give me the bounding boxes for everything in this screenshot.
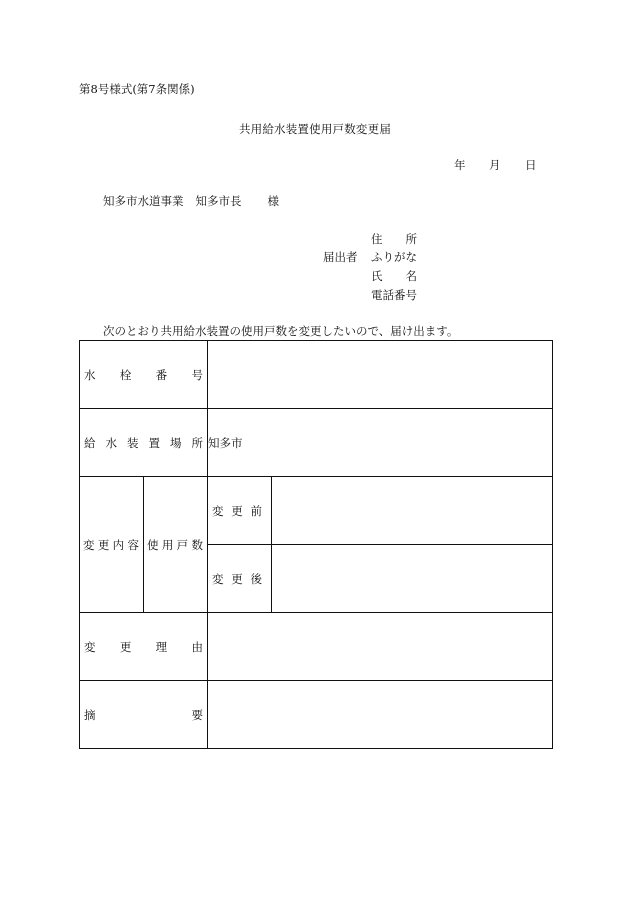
label-char: 装 [127,435,139,450]
label-char: 摘 [84,707,96,722]
summary-label [80,707,207,723]
form-number: 第8号様式(第7条関係) [79,82,195,96]
summary-label-cell [80,681,208,749]
location-label [80,435,207,451]
label-char: 所 [405,232,417,246]
after-label-cell [208,545,272,613]
households-label [144,537,207,553]
label-char: 住 [371,232,383,246]
intro-text: 次のとおり共用給水装置の使用戸数を変更したいので、届け出ます。 [103,324,459,338]
faucet-number-label-cell [80,341,208,409]
label-char: 氏 [371,269,383,283]
change-before-row [80,477,553,545]
label-char: 置 [148,435,160,450]
applicant-address-label [371,231,417,247]
label-char: 名 [405,269,417,283]
before-value[interactable] [272,477,553,545]
before-label [208,503,268,519]
label-char: 後 [250,571,262,586]
label-char: 水 [84,367,96,382]
label-char: 番 [155,367,168,382]
date-month-label: 月 [489,158,501,172]
reason-label-cell [80,613,208,681]
label-char: 場 [170,435,182,450]
after-value[interactable] [272,545,553,613]
location-label-cell [80,409,208,477]
label-char: 変 [212,503,224,518]
label-char: 給 [84,435,96,450]
addressee-honorific: 様 [267,194,279,208]
document-title: 共用給水装置使用戸数変更届 [238,122,392,136]
addressee-mayor: 知多市長 [195,194,242,208]
location-row [80,409,553,477]
households-label-cell [144,477,208,613]
summary-value[interactable] [208,681,553,749]
applicant-furigana-label: ふりがな [371,250,417,264]
date-line [454,157,466,173]
after-label [208,571,268,587]
change-form-table [79,340,553,749]
label-char: 変 [212,571,224,586]
label-char: 更 [231,571,243,586]
label-char: 号 [191,367,203,382]
label-char: 前 [250,503,262,518]
date-year-label: 年 [454,158,466,172]
applicant-phone-label: 電話番号 [371,288,417,302]
label-char: 内 [112,537,125,552]
label-char: 由 [191,639,203,654]
date-day-label: 日 [525,158,537,172]
label-char: 更 [119,639,132,654]
label-char: 要 [191,707,203,722]
label-char: 理 [155,639,168,654]
faucet-number-row [80,341,553,409]
applicant-name-label [371,268,417,284]
change-content-label [80,537,143,553]
label-char: 所 [191,435,203,450]
reason-row [80,613,553,681]
applicant-label: 届出者 [323,250,358,264]
label-char: 変 [83,537,95,552]
summary-row [80,681,553,749]
label-char: 更 [231,503,243,518]
reason-value[interactable] [208,613,553,681]
label-char: 栓 [119,367,132,382]
label-char: 使 [147,537,159,552]
label-char: 変 [84,639,96,654]
label-char: 更 [97,537,110,552]
faucet-number-label [80,367,207,383]
before-label-cell [208,477,272,545]
addressee-org: 知多市水道事業 [103,194,184,208]
change-content-label-cell [80,477,144,613]
label-char: 戸 [176,537,189,552]
reason-label [80,639,207,655]
label-char: 用 [161,537,174,552]
label-char: 水 [105,435,117,450]
addressee [103,193,279,209]
location-value[interactable]: 知多市 [208,409,553,477]
label-char: 容 [127,537,139,552]
label-char: 数 [191,537,203,552]
faucet-number-value[interactable] [208,341,553,409]
